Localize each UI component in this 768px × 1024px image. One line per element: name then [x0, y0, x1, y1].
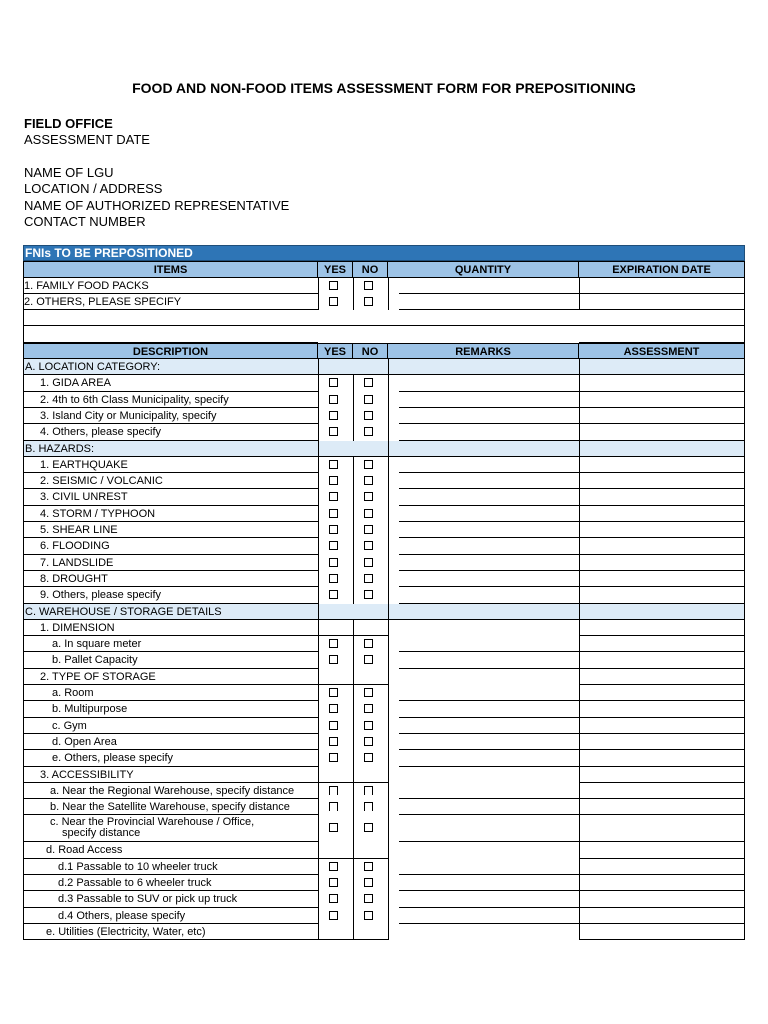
item-label: 3. CIVIL UNREST: [23, 489, 318, 505]
assessment-row: [23, 489, 745, 505]
assessment-row: [23, 701, 745, 717]
assessment-field: [579, 604, 745, 620]
no-checkbox[interactable]: [364, 378, 373, 387]
yes-checkbox[interactable]: [329, 378, 338, 387]
column-header: EXPIRATION DATE: [579, 261, 745, 277]
assessment-date-label: ASSESSMENT DATE: [24, 132, 150, 147]
fni-item-label: 2. OTHERS, PLEASE SPECIFY: [23, 294, 318, 310]
assessment-field[interactable]: [579, 669, 745, 685]
assessment-field[interactable]: [579, 473, 745, 489]
item-label: 7. LANDSLIDE: [23, 555, 318, 571]
yes-checkbox[interactable]: [329, 525, 338, 534]
expiration-date-field[interactable]: [579, 294, 745, 310]
yes-checkbox[interactable]: [329, 655, 338, 664]
assessment-field[interactable]: [579, 375, 745, 391]
column-header: ITEMS: [23, 261, 318, 277]
assessment-field[interactable]: [579, 734, 745, 750]
yes-checkbox[interactable]: [329, 878, 338, 887]
yes-checkbox[interactable]: [329, 823, 338, 832]
yes-checkbox[interactable]: [329, 786, 338, 795]
item-label: 3. Island City or Municipality, specify: [23, 408, 318, 424]
assessment-field: [579, 359, 745, 375]
remarks-field[interactable]: [388, 908, 579, 924]
item-label: 1. DIMENSION: [23, 620, 318, 636]
assessment-row: [23, 859, 745, 875]
assessment-field[interactable]: [579, 799, 745, 815]
item-label: d. Road Access: [23, 842, 318, 858]
assessment-row: [23, 652, 745, 668]
assessment-field[interactable]: [579, 636, 745, 652]
assessment-field[interactable]: [579, 489, 745, 505]
remarks-field[interactable]: [388, 875, 579, 891]
fni-row: [23, 294, 745, 310]
fni-blank-row: [23, 310, 745, 326]
assessment-row: [23, 799, 745, 815]
assessment-field[interactable]: [579, 783, 745, 799]
yes-checkbox[interactable]: [329, 281, 338, 290]
assessment-row: [23, 538, 745, 554]
item-label: d.3 Passable to SUV or pick up truck: [23, 891, 318, 907]
assessment-row: [23, 875, 745, 891]
field-office-label: FIELD OFFICE: [24, 116, 113, 131]
assessment-field[interactable]: [579, 842, 745, 858]
item-label: c. Gym: [23, 718, 318, 734]
category-label: A. LOCATION CATEGORY:: [23, 359, 318, 375]
remarks-field[interactable]: [388, 506, 579, 522]
category-row: [23, 359, 745, 375]
remarks-field[interactable]: [388, 891, 579, 907]
form-title: FOOD AND NON-FOOD ITEMS ASSESSMENT FORM FOR PREPOSITIONING: [132, 80, 636, 96]
no-checkbox[interactable]: [364, 704, 373, 713]
remarks-field[interactable]: [388, 799, 579, 815]
remarks-field[interactable]: [388, 489, 579, 505]
remarks-field[interactable]: [388, 924, 579, 940]
assessment-field[interactable]: [579, 392, 745, 408]
assessment-field[interactable]: [579, 767, 745, 783]
yes-checkbox[interactable]: [329, 590, 338, 599]
assessment-row: [23, 522, 745, 538]
column-header: QUANTITY: [388, 261, 579, 277]
assessment-row: [23, 424, 745, 440]
assessment-field[interactable]: [579, 750, 745, 766]
yes-checkbox[interactable]: [329, 894, 338, 903]
remarks-field[interactable]: [388, 375, 579, 391]
item-label: b. Pallet Capacity: [23, 652, 318, 668]
remarks-field[interactable]: [388, 392, 579, 408]
assessment-row: [23, 924, 745, 940]
assessment-field[interactable]: [579, 555, 745, 571]
item-label: 6. FLOODING: [23, 538, 318, 554]
remarks-field: [388, 359, 579, 375]
item-label: d.2 Passable to 6 wheeler truck: [23, 875, 318, 891]
column-header: NO: [353, 261, 388, 277]
no-checkbox[interactable]: [364, 460, 373, 469]
remarks-field[interactable]: [388, 620, 579, 636]
category-label: B. HAZARDS:: [23, 441, 318, 457]
assessment-row: [23, 555, 745, 571]
remarks-field[interactable]: [388, 734, 579, 750]
assessment-field[interactable]: [579, 815, 745, 842]
assessment-row: [23, 750, 745, 766]
quantity-field[interactable]: [388, 310, 579, 326]
yes-checkbox[interactable]: [329, 427, 338, 436]
item-label: c. Near the Provincial Warehouse / Office, specify distance: [23, 815, 318, 842]
yes-checkbox[interactable]: [329, 704, 338, 713]
assessment-row: [23, 636, 745, 652]
assessment-rows: [23, 359, 745, 940]
item-label: 9. Others, please specify: [23, 587, 318, 603]
no-checkbox[interactable]: [364, 688, 373, 697]
yes-checkbox[interactable]: [329, 395, 338, 404]
no-checkbox[interactable]: [364, 427, 373, 436]
assessment-row: [23, 669, 745, 685]
column-header: NO: [353, 343, 388, 359]
assessment-row: [23, 718, 745, 734]
item-label: d.4 Others, please specify: [23, 908, 318, 924]
assessment-field[interactable]: [579, 875, 745, 891]
remarks-field[interactable]: [388, 718, 579, 734]
no-checkbox[interactable]: [364, 525, 373, 534]
assessment-row: [23, 620, 745, 636]
fni-item-label: 1. FAMILY FOOD PACKS: [23, 278, 318, 294]
authorized-rep-label: NAME OF AUTHORIZED REPRESENTATIVE: [24, 198, 290, 213]
yes-checkbox[interactable]: [329, 753, 338, 762]
no-checkbox[interactable]: [364, 492, 373, 501]
assessment-row: [23, 506, 745, 522]
contact-number-label: CONTACT NUMBER: [24, 214, 146, 229]
remarks-field[interactable]: [388, 587, 579, 603]
item-label: e. Utilities (Electricity, Water, etc): [23, 924, 318, 940]
column-header: YES: [318, 261, 353, 277]
assessment-row: [23, 571, 745, 587]
yes-checkbox[interactable]: [329, 688, 338, 697]
item-label: 4. Others, please specify: [23, 424, 318, 440]
item-label: 2. 4th to 6th Class Municipality, specify: [23, 392, 318, 408]
no-checkbox[interactable]: [364, 862, 373, 871]
remarks-field[interactable]: [388, 408, 579, 424]
yes-checkbox[interactable]: [329, 721, 338, 730]
no-checkbox[interactable]: [364, 802, 373, 811]
assessment-field[interactable]: [579, 424, 745, 440]
yes-checkbox[interactable]: [329, 802, 338, 811]
expiration-date-field[interactable]: [579, 278, 745, 294]
assessment-row: [23, 392, 745, 408]
remarks-field[interactable]: [388, 522, 579, 538]
no-checkbox[interactable]: [364, 753, 373, 762]
assessment-field[interactable]: [579, 891, 745, 907]
yes-checkbox[interactable]: [329, 411, 338, 420]
no-checkbox[interactable]: [364, 737, 373, 746]
no-checkbox[interactable]: [364, 558, 373, 567]
assessment-row: [23, 908, 745, 924]
location-address-label: LOCATION / ADDRESS: [24, 181, 163, 196]
no-checkbox[interactable]: [364, 639, 373, 648]
yes-checkbox[interactable]: [329, 541, 338, 550]
assessment-row: [23, 457, 745, 473]
remarks-field[interactable]: [388, 571, 579, 587]
no-checkbox[interactable]: [364, 281, 373, 290]
remarks-field[interactable]: [388, 652, 579, 668]
lgu-name-label: NAME OF LGU: [24, 165, 114, 180]
yes-checkbox[interactable]: [329, 509, 338, 518]
no-checkbox[interactable]: [364, 541, 373, 550]
assessment-field[interactable]: [579, 859, 745, 875]
no-checkbox[interactable]: [364, 590, 373, 599]
assessment-row: [23, 587, 745, 603]
remarks-field[interactable]: [388, 701, 579, 717]
column-header: REMARKS: [388, 343, 579, 359]
assessment-row: [23, 783, 745, 799]
assessment-row: [23, 815, 745, 842]
assessment-field[interactable]: [579, 924, 745, 940]
remarks-field[interactable]: [388, 767, 579, 783]
table-spacer-row: [23, 326, 745, 342]
item-label: b. Multipurpose: [23, 701, 318, 717]
yes-checkbox[interactable]: [329, 460, 338, 469]
item-label: 4. STORM / TYPHOON: [23, 506, 318, 522]
yes-checkbox[interactable]: [329, 911, 338, 920]
yes-checkbox[interactable]: [329, 639, 338, 648]
yes-checkbox[interactable]: [329, 574, 338, 583]
yes-checkbox[interactable]: [329, 297, 338, 306]
yes-checkbox[interactable]: [329, 492, 338, 501]
remarks-field[interactable]: [388, 669, 579, 685]
remarks-field[interactable]: [388, 859, 579, 875]
assessment-field[interactable]: [579, 718, 745, 734]
category-label: C. WAREHOUSE / STORAGE DETAILS: [23, 604, 318, 620]
assessment-field: [579, 441, 745, 457]
assessment-row: [23, 685, 745, 701]
assessment-field[interactable]: [579, 701, 745, 717]
assessment-row: [23, 375, 745, 391]
remarks-field[interactable]: [388, 457, 579, 473]
item-label: a. In square meter: [23, 636, 318, 652]
no-checkbox[interactable]: [364, 823, 373, 832]
item-label: 8. DROUGHT: [23, 571, 318, 587]
assessment-field[interactable]: [579, 620, 745, 636]
yes-checkbox[interactable]: [329, 558, 338, 567]
assessment-row: [23, 408, 745, 424]
remarks-field[interactable]: [388, 636, 579, 652]
yes-checkbox[interactable]: [329, 476, 338, 485]
assessment-row: [23, 891, 745, 907]
assessment-field[interactable]: [579, 908, 745, 924]
item-label: a. Near the Regional Warehouse, specify distance: [23, 783, 318, 799]
no-checkbox[interactable]: [364, 878, 373, 887]
no-checkbox[interactable]: [364, 911, 373, 920]
yes-checkbox[interactable]: [329, 862, 338, 871]
remarks-field[interactable]: [388, 685, 579, 701]
fni-row: [23, 278, 745, 294]
assessment-field[interactable]: [579, 408, 745, 424]
remarks-field[interactable]: [388, 473, 579, 489]
assessment-field[interactable]: [579, 587, 745, 603]
assessment-field[interactable]: [579, 457, 745, 473]
item-label: b. Near the Satellite Warehouse, specify distance: [23, 799, 318, 815]
no-checkbox[interactable]: [364, 894, 373, 903]
remarks-field[interactable]: [388, 555, 579, 571]
no-checkbox[interactable]: [364, 509, 373, 518]
assessment-row: [23, 734, 745, 750]
assessment-field[interactable]: [579, 538, 745, 554]
item-label: 5. SHEAR LINE: [23, 522, 318, 538]
item-label: 2. SEISMIC / VOLCANIC: [23, 473, 318, 489]
assessment-field[interactable]: [579, 685, 745, 701]
remarks-field[interactable]: [388, 815, 579, 842]
assessment-row: [23, 473, 745, 489]
column-header: DESCRIPTION: [23, 343, 318, 359]
no-checkbox[interactable]: [364, 476, 373, 485]
item-label: 1. GIDA AREA: [23, 375, 318, 391]
item-label: 1. EARTHQUAKE: [23, 457, 318, 473]
column-header: ASSESSMENT: [579, 343, 745, 359]
category-row: [23, 604, 745, 620]
assessment-form-table: [23, 245, 745, 940]
no-checkbox[interactable]: [364, 297, 373, 306]
assessment-row: [23, 767, 745, 783]
no-checkbox[interactable]: [364, 574, 373, 583]
fni-banner: FNIs TO BE PREPOSITIONED: [23, 245, 745, 261]
no-checkbox[interactable]: [364, 395, 373, 404]
no-checkbox[interactable]: [364, 721, 373, 730]
yes-checkbox[interactable]: [329, 737, 338, 746]
item-label: e. Others, please specify: [23, 750, 318, 766]
remarks-field[interactable]: [388, 538, 579, 554]
remarks-field[interactable]: [388, 842, 579, 858]
assessment-field[interactable]: [579, 571, 745, 587]
remarks-field: [388, 604, 579, 620]
assessment-column-headers: [23, 343, 745, 359]
no-checkbox[interactable]: [364, 786, 373, 795]
assessment-field[interactable]: [579, 506, 745, 522]
item-label: 3. ACCESSIBILITY: [23, 767, 318, 783]
category-row: [23, 441, 745, 457]
assessment-field[interactable]: [579, 522, 745, 538]
item-label: a. Room: [23, 685, 318, 701]
item-label: 2. TYPE OF STORAGE: [23, 669, 318, 685]
no-checkbox[interactable]: [364, 411, 373, 420]
remarks-field: [388, 441, 579, 457]
item-label: d. Open Area: [23, 734, 318, 750]
quantity-field[interactable]: [388, 278, 579, 294]
item-label: d.1 Passable to 10 wheeler truck: [23, 859, 318, 875]
fni-column-headers: [23, 261, 745, 277]
remarks-field[interactable]: [388, 783, 579, 799]
assessment-field[interactable]: [579, 652, 745, 668]
expiration-date-field[interactable]: [579, 310, 745, 326]
remarks-field[interactable]: [388, 750, 579, 766]
assessment-row: [23, 842, 745, 858]
remarks-field[interactable]: [388, 424, 579, 440]
column-header: YES: [318, 343, 353, 359]
quantity-field[interactable]: [388, 294, 579, 310]
no-checkbox[interactable]: [364, 655, 373, 664]
